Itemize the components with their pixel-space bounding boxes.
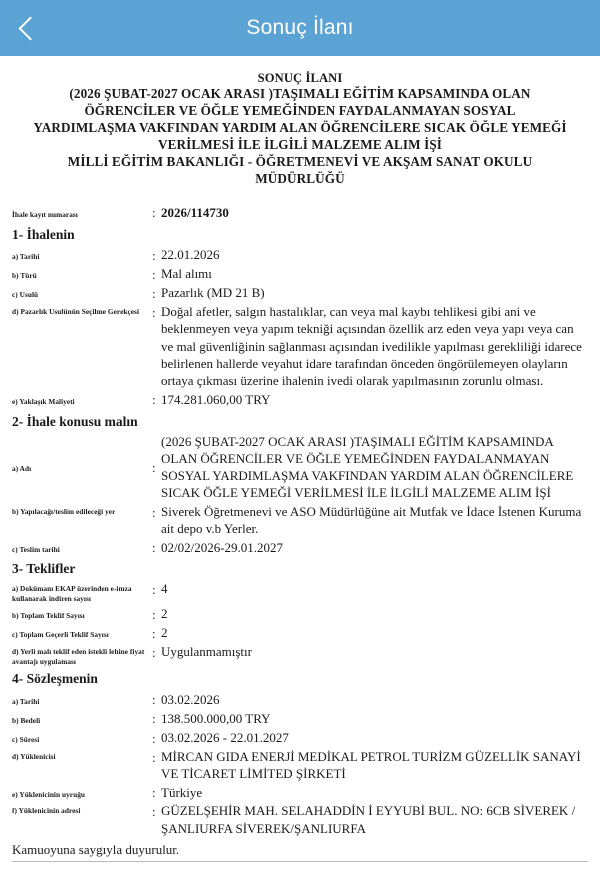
field-label: a) Tarihi [12, 696, 40, 706]
field-row [12, 303, 588, 389]
field-colon: : [152, 266, 156, 282]
field-label: e) Yaklaşık Maliyeti [12, 396, 75, 406]
field-label: b) Türü [12, 271, 37, 281]
field-row [12, 246, 588, 264]
field-row [12, 284, 588, 302]
doc-title-line: MÜDÜRLÜĞÜ [255, 170, 345, 186]
field-colon: : [152, 460, 156, 476]
field-label: b) Toplam Teklif Sayısı [12, 611, 85, 620]
field-row [12, 538, 588, 556]
field-label: c) Teslim tarihi [12, 544, 60, 554]
field-label: c) Süresi [12, 734, 40, 744]
field-label: b) Yapılacağı/teslim edileceği yer [12, 506, 116, 516]
field-colon: : [152, 606, 156, 622]
field-label: d) Pazarlık Usulünün Seçilme Gerekçesi [12, 307, 140, 317]
field-value: 03.02.2026 [161, 691, 220, 707]
field-colon: : [152, 392, 156, 408]
field-row [12, 624, 588, 642]
doc-title-line: MİLLİ EĞİTİM BAKANLIĞI - ÖĞRETMENEVİ VE AKŞAM SANAT OKULU [67, 153, 533, 169]
field-value: 22.01.2026 [161, 247, 220, 263]
field-row [12, 748, 588, 783]
field-row [12, 783, 588, 801]
field-row [12, 433, 588, 502]
field-colon: : [152, 804, 156, 820]
field-label: e) Yüklenicinin uyruğu [12, 789, 86, 799]
field-label: c) Toplam Geçerli Teklif Sayısı [12, 630, 109, 640]
back-button[interactable] [0, 0, 56, 56]
field-label: d) Yerli malı teklif eden istekli lehine fiyat avantajı uygulaması [12, 647, 145, 666]
field-row [12, 709, 588, 727]
field-row [12, 503, 588, 538]
field-label: a) Dokümanı EKAP üzerinden e-imza kullanarak indiren sayısı [12, 584, 132, 604]
field-colon: : [152, 645, 156, 661]
field-colon: : [152, 285, 156, 301]
field-value: Türkiye [161, 784, 203, 800]
field-value: 4 [161, 581, 168, 597]
field-value: 03.02.2026 - 22.01.2027 [161, 730, 289, 746]
field-label: İhale kayıt numarası [12, 209, 78, 219]
closing-statement: Kamuoyuna saygıyla duyurulur. [12, 842, 588, 862]
field-label: b) Bedeli [12, 715, 41, 725]
field-value: 138.500.000,00 TRY [161, 710, 271, 726]
doc-title-line: ÖĞRENCİLER VE ÖĞLE YEMEĞİNDEN FAYDALANMAYAN SOSYAL [84, 103, 516, 118]
field-colon: : [152, 205, 156, 221]
field-row [12, 802, 588, 837]
field-value: 2 [161, 625, 168, 641]
field-row [12, 265, 588, 283]
field-label: a) Tarihi [12, 251, 40, 261]
field-colon: : [152, 711, 156, 727]
field-value: GÜZELŞEHİR MAH. SELAHADDİN İ EYYUBİ BUL. NO: 6CB SİVEREK / ŞANLIURFA SİVEREK/ŞANLIURFA [161, 803, 576, 836]
field-label: d) Yüklenicisi [12, 751, 56, 761]
section-heading-2: 2- İhale konusu malın [12, 413, 138, 429]
field-colon: : [152, 730, 156, 746]
field-label: a) Adı [12, 464, 32, 474]
field-row [12, 390, 588, 408]
field-value: 2026/114730 [161, 204, 229, 220]
field-value: Mal alımı [161, 266, 212, 282]
section-heading-4: 4- Sözleşmenin [12, 671, 98, 687]
section-heading-1: 1- İhalenin [12, 226, 75, 242]
field-colon: : [152, 749, 156, 765]
field-colon: : [152, 305, 156, 321]
field-value: Uygulanmamıştır [161, 644, 252, 660]
page-title: Sonuç İlanı [246, 16, 354, 39]
doc-title-line: VERİLMESİ İLE İLGİLİ MALZEME ALIM İŞİ [157, 136, 442, 152]
field-colon: : [152, 504, 156, 520]
field-value: Siverek Öğretmenevi ve ASO Müdürlüğüne ait Mutfak ve İdace İstenen Kuruma ait depo v.b Yerler. [161, 503, 582, 537]
field-row-registration [12, 203, 588, 221]
chevron-left-icon [18, 16, 42, 40]
field-colon: : [152, 692, 156, 708]
field-colon: : [152, 247, 156, 263]
doc-title-line: SONUÇ İLANI [257, 71, 343, 85]
document-body [0, 56, 600, 862]
field-value: MİRCAN GIDA ENERJİ MEDİKAL PETROL TURİZM GÜZELLİK SANAYİ VE TİCARET LİMİTED ŞİRKETİ [161, 748, 581, 782]
field-row [12, 580, 588, 603]
field-row [12, 643, 588, 666]
app-header [0, 0, 600, 56]
field-colon: : [152, 785, 156, 801]
field-label: c) Usulü [12, 290, 39, 300]
field-value: Pazarlık (MD 21 B) [161, 285, 265, 301]
document-title [18, 70, 582, 187]
field-value: 174.281.060,00 TRY [161, 391, 271, 407]
field-colon: : [152, 582, 156, 598]
field-value: (2026 ŞUBAT-2027 OCAK ARASI )TAŞIMALI EĞİTİM KAPSAMINDA OLAN ÖĞRENCİLER VE ÖĞLE YEMEĞİNDEN FAYDALANMAYAN SOSYAL YARDIMLAŞMA VAKFINDAN YARDIM ALAN ÖĞRENCİLERE SICAK ÖĞLE YEMEĞİ VERİLMESİ İLE İLGİLİ MALZEME ALIM İŞİ [161, 433, 574, 501]
field-label: f) Yüklenicinin adresi [12, 806, 81, 816]
doc-title-line: (2026 ŞUBAT-2027 OCAK ARASI )TAŞIMALI EĞİTİM KAPSAMINDA OLAN [69, 86, 531, 102]
doc-title-line: YARDIMLAŞMA VAKFINDAN YARDIM ALAN ÖĞRENCİLERE SICAK ÖĞLE YEMEĞİ [33, 119, 567, 135]
section-heading-3: 3- Teklifler [12, 561, 76, 577]
field-value: Doğal afetler, salgın hastalıklar, can veya mal kaybı tehlikesi gibi ani ve beklenmeyen veya yapım tekniği açısından özellik arz eden veya yapı veya can ve mal güvenliğinin sağlanması açısından ivedilikle yapılması gerekliliği idarece belirlenen hallerde veyahut idare tarafından önceden öngörülemeyen olayların ortaya çıkması üzerine ihalenin ivedi olarak yapılmasının zorunlu olması. [161, 304, 582, 389]
field-colon: : [152, 625, 156, 641]
field-value: 02/02/2026-29.01.2027 [161, 539, 284, 555]
field-row [12, 729, 588, 747]
field-value: 2 [161, 606, 168, 622]
field-row [12, 690, 588, 708]
field-colon: : [152, 540, 156, 556]
field-row [12, 605, 588, 623]
